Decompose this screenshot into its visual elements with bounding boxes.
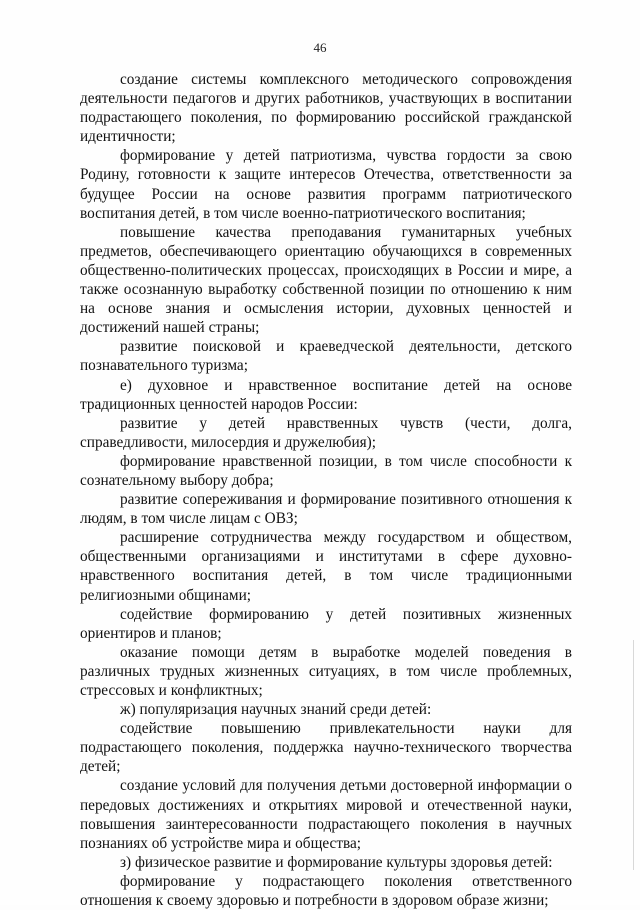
paragraph: з) физическое развитие и формирование культуры здоровья детей:: [120, 853, 553, 871]
document-body: [80, 70, 572, 910]
paragraph: развитие у детей нравственных чувств (чести, долга, справедливости, милосердия и дружелюбия);: [80, 414, 572, 451]
paragraph: формирование у подрастающего поколения ответственного отношения к своему здоровью и потребности в здоровом образе жизни;: [80, 872, 572, 910]
paragraph: ж) популяризация научных знаний среди детей:: [120, 701, 432, 719]
paragraph: создание условий для получения детьми достоверной информации о передовых достижениях и открытиях мировой и отечественной науки, повышения заинтересованности подрастающего поколения в научных познаниях об устройстве мира и общества;: [80, 777, 572, 852]
paragraph: содействие формированию у детей позитивных жизненных ориентиров и планов;: [80, 605, 572, 642]
paragraph: е) духовное и нравственное воспитание детей на основе традиционных ценностей народов России:: [80, 376, 572, 413]
paragraph: развитие поисковой и краеведческой деятельности, детского познавательного туризма;: [80, 338, 572, 375]
paragraph: оказание помощи детям в выработке моделей поведения в различных трудных жизненных ситуациях, в том числе проблемных, стрессовых и конфликтных;: [80, 643, 572, 699]
paragraph: создание системы комплексного методического сопровождения деятельности педагогов и других работников, участвующих в воспитании подрастающего поколения, по формированию российской гражданской идентичности;: [80, 71, 572, 146]
paragraph: расширение сотрудничества между государством и обществом, общественными организациями и институтами в сфере духовно-нравственного воспитания детей, в том числе традиционными религиозными общинами;: [80, 529, 572, 604]
paragraph: развитие сопереживания и формирование позитивного отношения к людям, в том числе лицам с ОВЗ;: [80, 491, 572, 528]
paragraph: содействие повышению привлекательности науки для подрастающего поколения, поддержка научно-технического творчества детей;: [80, 720, 572, 776]
page-number: 46: [313, 40, 327, 55]
paragraph: формирование у детей патриотизма, чувства гордости за свою Родину, готовности к защите интересов Отечества, ответственности за будущее России на основе развития программ патриотического воспитания детей, в том числе военно-патриотического воспитания;: [80, 147, 572, 222]
paragraph: формирование нравственной позиции, в том числе способности к сознательному выбору добра;: [80, 452, 572, 489]
scan-edge-line: [633, 640, 634, 870]
paragraph: повышение качества преподавания гуманитарных учебных предметов, обеспечивающего ориентацию обучающихся в современных общественно-политических процессах, происходящих в России и мире, а также осознанную выработку собственной позиции по отношению к ним на основе знания и осмысления истории, духовных ценностей и достижений нашей страны;: [80, 223, 572, 337]
